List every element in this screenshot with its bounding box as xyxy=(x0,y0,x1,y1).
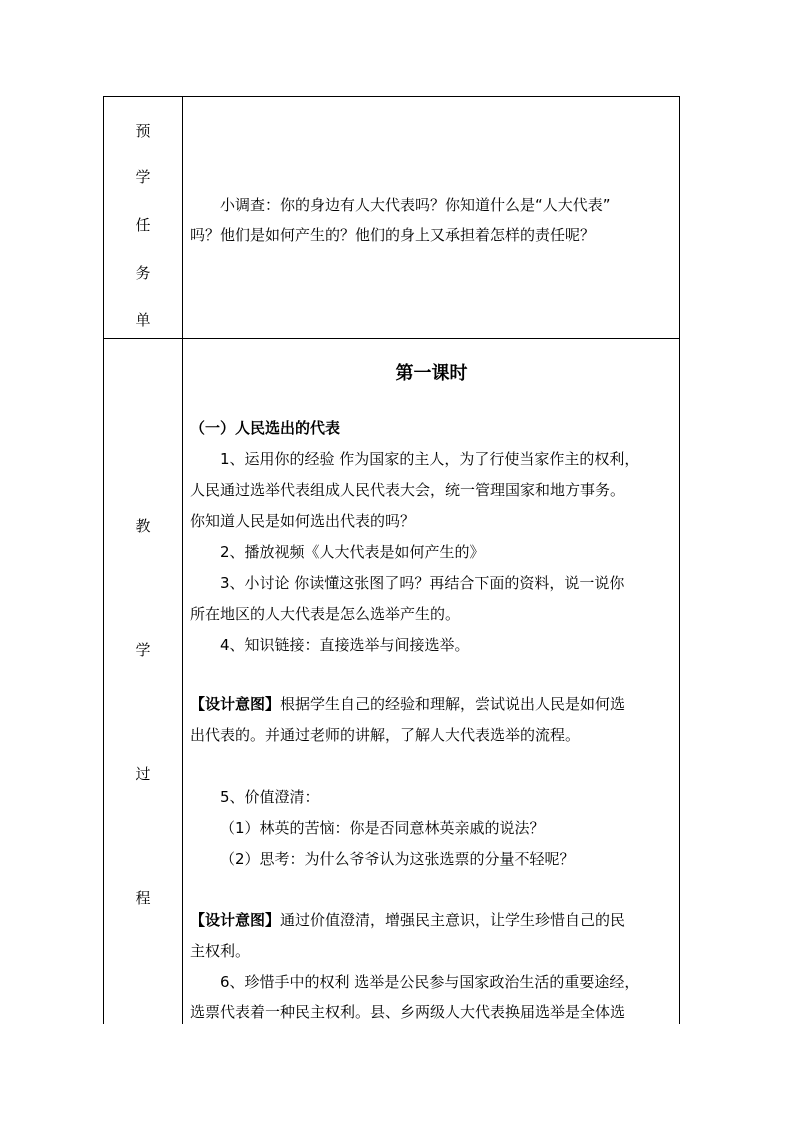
paragraph-line: 你知道人民是如何选出代表的吗？ xyxy=(190,512,416,530)
section1-label-char: 预 xyxy=(135,122,151,140)
paragraph-line: 4、知识链接：直接选举与间接选举。 xyxy=(220,636,470,654)
section2-label-char: 教 xyxy=(135,517,151,535)
section1-label-char: 单 xyxy=(135,311,151,329)
lesson-title: 第一课时 xyxy=(395,363,468,384)
row-divider xyxy=(104,338,679,339)
subheading: （一）人民选出的代表 xyxy=(190,419,341,437)
section2-label-char: 程 xyxy=(135,889,151,907)
column-divider xyxy=(182,97,183,1024)
paragraph-line: （2）思考：为什么爷爷认为这张选票的分量不轻呢？ xyxy=(220,850,575,868)
design-intent-text: 通过价值澄清，增强民主意识，让学生珍惜自己的民 xyxy=(280,911,626,929)
section1-label-char: 务 xyxy=(135,264,151,282)
paragraph-line: 5、价值澄清： xyxy=(220,788,320,806)
paragraph-line: 1、运用你的经验 作为国家的主人，为了行使当家作主的权利， xyxy=(220,450,640,468)
lesson-plan-table xyxy=(103,96,680,1024)
section2-label-char: 过 xyxy=(135,765,151,783)
section1-label-char: 学 xyxy=(135,168,151,186)
design-intent-2 xyxy=(190,905,625,935)
paragraph-line: 选票代表着一种民主权利。县、乡两级人大代表换届选举是全体选 xyxy=(190,1003,626,1021)
paragraph-line: 出代表的。并通过老师的讲解，了解人大代表选举的流程。 xyxy=(190,726,581,744)
design-intent-1 xyxy=(190,689,625,719)
survey-line: 吗？他们是如何产生的？他们的身上又承担着怎样的责任呢？ xyxy=(190,226,596,244)
paragraph-line: 6、珍惜手中的权利 选举是公民参与国家政治生活的重要途经， xyxy=(220,973,640,991)
paragraph-line: 人民通过选举代表组成人民代表大会，统一管理国家和地方事务。 xyxy=(190,481,626,499)
design-intent-label: 【设计意图】 xyxy=(190,695,281,713)
survey-line: 小调查：你的身边有人大代表吗？你知道什么是“人大代表” xyxy=(220,196,611,214)
section2-label-char: 学 xyxy=(135,641,151,659)
section1-label-char: 任 xyxy=(135,216,151,234)
paragraph-line: 所在地区的人大代表是怎么选举产生的。 xyxy=(190,605,461,623)
design-intent-text: 根据学生自己的经验和理解，尝试说出人民是如何选 xyxy=(280,695,626,713)
paragraph-line: 主权利。 xyxy=(190,942,251,960)
paragraph-line: 3、小讨论 你读懂这张图了吗？再结合下面的资料，说一说你 xyxy=(220,574,625,592)
paragraph-line: 2、播放视频《人大代表是如何产生的》 xyxy=(220,543,485,561)
paragraph-line: （1）林英的苦恼：你是否同意林英亲戚的说法？ xyxy=(220,819,545,837)
design-intent-label: 【设计意图】 xyxy=(190,911,281,929)
